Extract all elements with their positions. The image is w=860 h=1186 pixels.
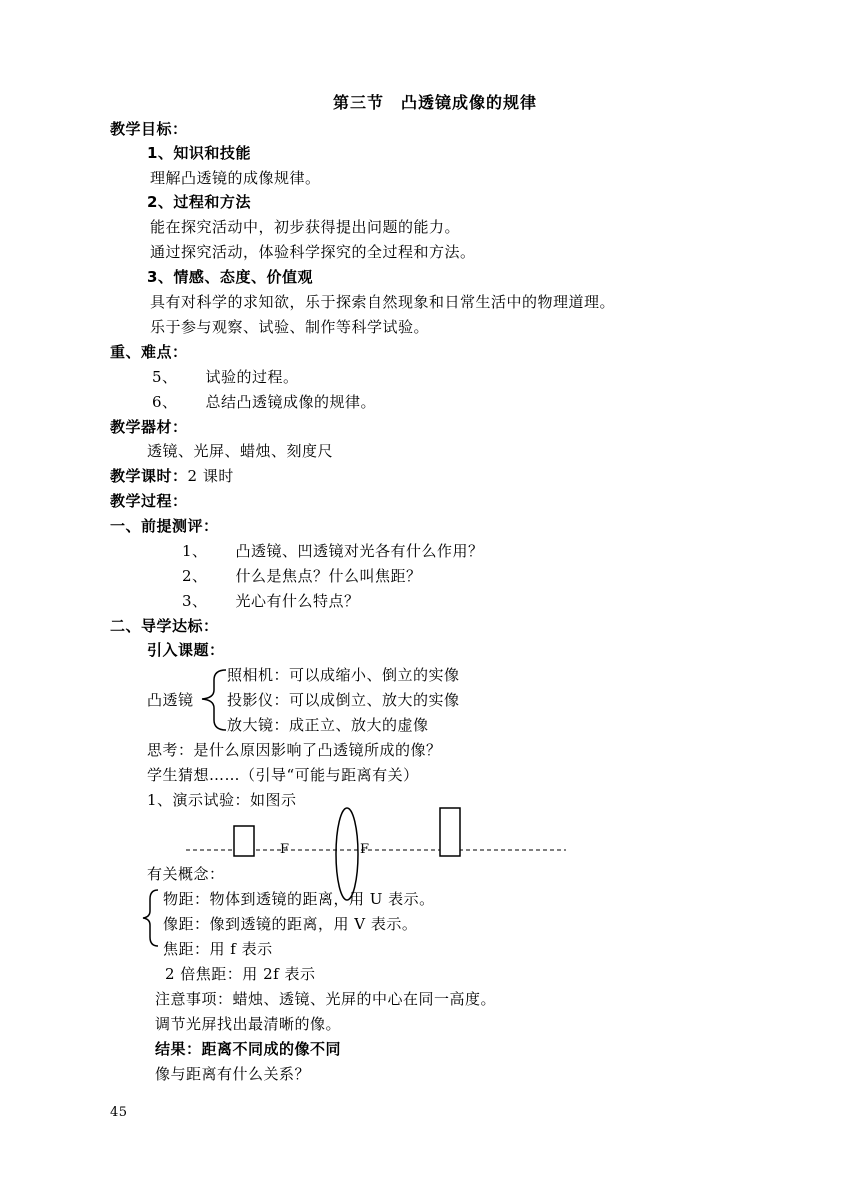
key-points-heading: 重、难点： — [110, 343, 188, 361]
screen-box — [440, 808, 460, 856]
result-text: 结果：距离不同成的像不同 — [155, 1040, 342, 1058]
process-method-heading: 2、过程和方法 — [147, 193, 251, 211]
key-point-item: 5、 试验的过程。 — [152, 368, 299, 386]
lens-label: 凸透镜 — [147, 691, 194, 709]
process-method-item-2: 通过探究活动，体验科学探究的全过程和方法。 — [150, 243, 476, 261]
pretest-item: 3、 光心有什么特点？ — [182, 592, 360, 610]
hours-line: 教学课时：2 课时 — [110, 467, 234, 485]
guess-text: 学生猜想……（引导“可能与距离有关） — [147, 766, 419, 784]
materials-heading: 教学器材： — [110, 418, 188, 436]
concepts-heading: 有关概念： — [147, 865, 225, 883]
pretest-item: 1、 凸透镜、凹透镜对光各有什么作用？ — [182, 542, 484, 560]
objectives-heading: 教学目标： — [110, 120, 188, 138]
question-text: 像与距离有什么关系？ — [155, 1065, 311, 1083]
pretest-item: 2、 什么是焦点？什么叫焦距？ — [182, 567, 422, 585]
guide-heading: 二、导学达标： — [110, 617, 219, 635]
demo-text: 1、演示试验：如图示 — [147, 791, 297, 809]
focus-label-right: F — [360, 842, 370, 857]
lens-use-item: 放大镜：成正立、放大的虚像 — [227, 716, 429, 734]
candle-box — [234, 826, 254, 856]
knowledge-item: 理解凸透镜的成像规律。 — [150, 169, 321, 187]
convex-lens — [336, 808, 358, 900]
key-point-item: 6、 总结凸透镜成像的规律。 — [152, 393, 377, 411]
think-text: 思考：是什么原因影响了凸透镜所成的像？ — [147, 741, 442, 759]
process-heading: 教学过程： — [110, 492, 188, 510]
knowledge-heading: 1、知识和技能 — [147, 144, 251, 162]
page-number: 45 — [110, 1105, 128, 1120]
concept-item: 物距：物体到透镜的距离，用 U 表示。 — [163, 890, 435, 908]
emotion-heading: 3、情感、态度、价值观 — [147, 268, 313, 286]
note-text: 注意事项：蜡烛、透镜、光屏的中心在同一高度。 — [155, 990, 497, 1008]
intro-heading: 引入课题： — [147, 641, 225, 659]
emotion-item-2: 乐于参与观察、试验、制作等科学试验。 — [150, 318, 430, 336]
page-title: 第三节 凸透镜成像的规律 — [333, 93, 538, 112]
concept-item: 像距：像到透镜的距离，用 V 表示。 — [163, 915, 418, 933]
concept-item: 焦距：用 f 表示 — [163, 940, 273, 958]
emotion-item-1: 具有对科学的求知欲，乐于探索自然现象和日常生活中的物理道理。 — [150, 293, 616, 311]
focus-label-left: F — [280, 842, 290, 857]
double-focal-text: 2 倍焦距：用 2f 表示 — [165, 965, 316, 983]
materials-text: 透镜、光屏、蜡烛、刻度尺 — [147, 442, 334, 460]
pretest-heading: 一、前提测评： — [110, 517, 219, 535]
lens-use-item: 投影仪：可以成倒立、放大的实像 — [227, 691, 460, 709]
lens-use-item: 照相机：可以成缩小、倒立的实像 — [227, 666, 460, 684]
note-text: 调节光屏找出最清晰的像。 — [155, 1015, 342, 1033]
process-method-item-1: 能在探究活动中，初步获得提出问题的能力。 — [150, 218, 461, 236]
